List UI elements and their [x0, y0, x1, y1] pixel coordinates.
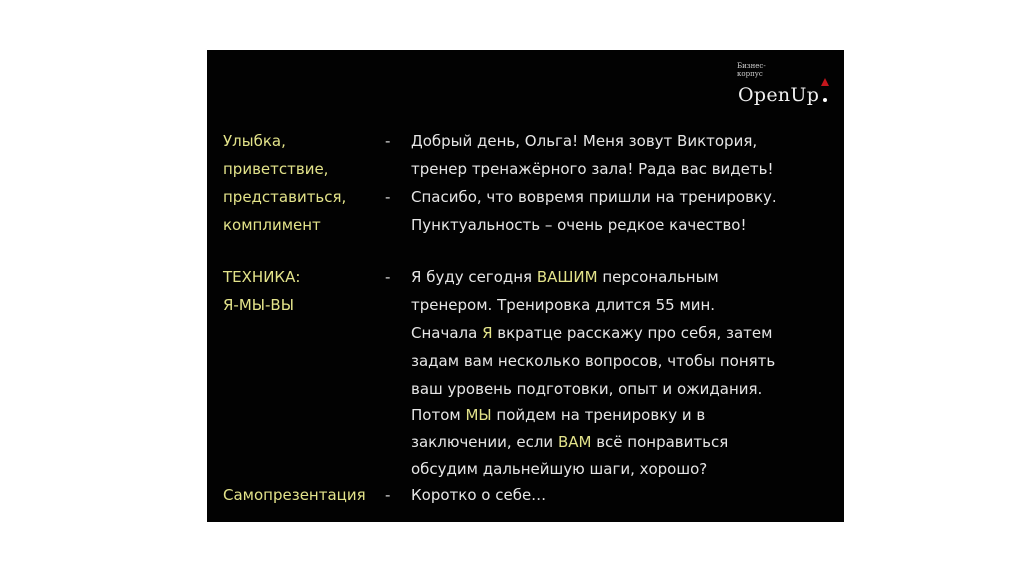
label-introduce: представиться,	[223, 188, 347, 206]
openup-logo	[737, 62, 833, 110]
text-line-5	[411, 264, 719, 290]
text-line-12: обсудим дальнейшую шаги, хорошо?	[411, 460, 708, 478]
label-compliment: комплимент	[223, 216, 321, 234]
text-line-5a: Я буду сегодня	[411, 268, 537, 286]
logo-dot-icon	[823, 98, 827, 102]
text-line-11a: заключении, если	[411, 433, 558, 451]
text-line-10a: Потом	[411, 406, 466, 424]
dash-4: -	[385, 486, 391, 504]
label-greeting: приветствие,	[223, 160, 329, 178]
highlight-my: МЫ	[465, 406, 492, 424]
logo-caption-line1: Бизнес-	[737, 62, 766, 70]
text-line-7c: вкратце расскажу про себя, затем	[492, 324, 773, 342]
text-line-6: тренером. Тренировка длится 55 мин.	[411, 296, 716, 314]
text-line-1: Добрый день, Ольга! Меня зовут Виктория,	[411, 132, 758, 150]
text-line-3: Спасибо, что вовремя пришли на тренировку.	[411, 188, 777, 206]
text-line-7a: Сначала	[411, 324, 483, 342]
text-line-8: задам вам несколько вопросов, чтобы понять	[411, 352, 776, 370]
label-ya-my-vy: Я-МЫ-ВЫ	[223, 296, 294, 314]
text-line-4: Пунктуальность – очень редкое качество!	[411, 216, 747, 234]
text-line-13: Коротко о себе…	[411, 486, 547, 504]
logo-name: OpenUp	[738, 84, 820, 106]
slide	[207, 50, 844, 522]
highlight-ya: Я	[482, 324, 493, 342]
text-line-7	[411, 320, 772, 346]
dash-1: -	[385, 132, 391, 150]
text-line-9: ваш уровень подготовки, опыт и ожидания.	[411, 380, 763, 398]
text-line-10	[411, 402, 705, 428]
label-self-presentation: Самопрезентация	[223, 486, 366, 504]
highlight-vam: ВАМ	[557, 433, 592, 451]
label-technique: ТЕХНИКА:	[223, 268, 301, 286]
text-line-11	[411, 429, 728, 455]
logo-caption	[737, 62, 766, 78]
highlight-vashim: ВАШИМ	[536, 268, 598, 286]
text-line-10c: пойдем на тренировку и в	[491, 406, 706, 424]
dash-2: -	[385, 188, 391, 206]
text-line-2: тренер тренажёрного зала! Рада вас видеть!	[411, 160, 774, 178]
dash-3: -	[385, 268, 391, 286]
logo-triangle-icon	[821, 78, 829, 86]
text-line-5c: персональным	[597, 268, 719, 286]
logo-caption-line2: корпус	[737, 70, 763, 78]
text-line-11c: всё понравиться	[591, 433, 729, 451]
label-smile: Улыбка,	[223, 132, 286, 150]
